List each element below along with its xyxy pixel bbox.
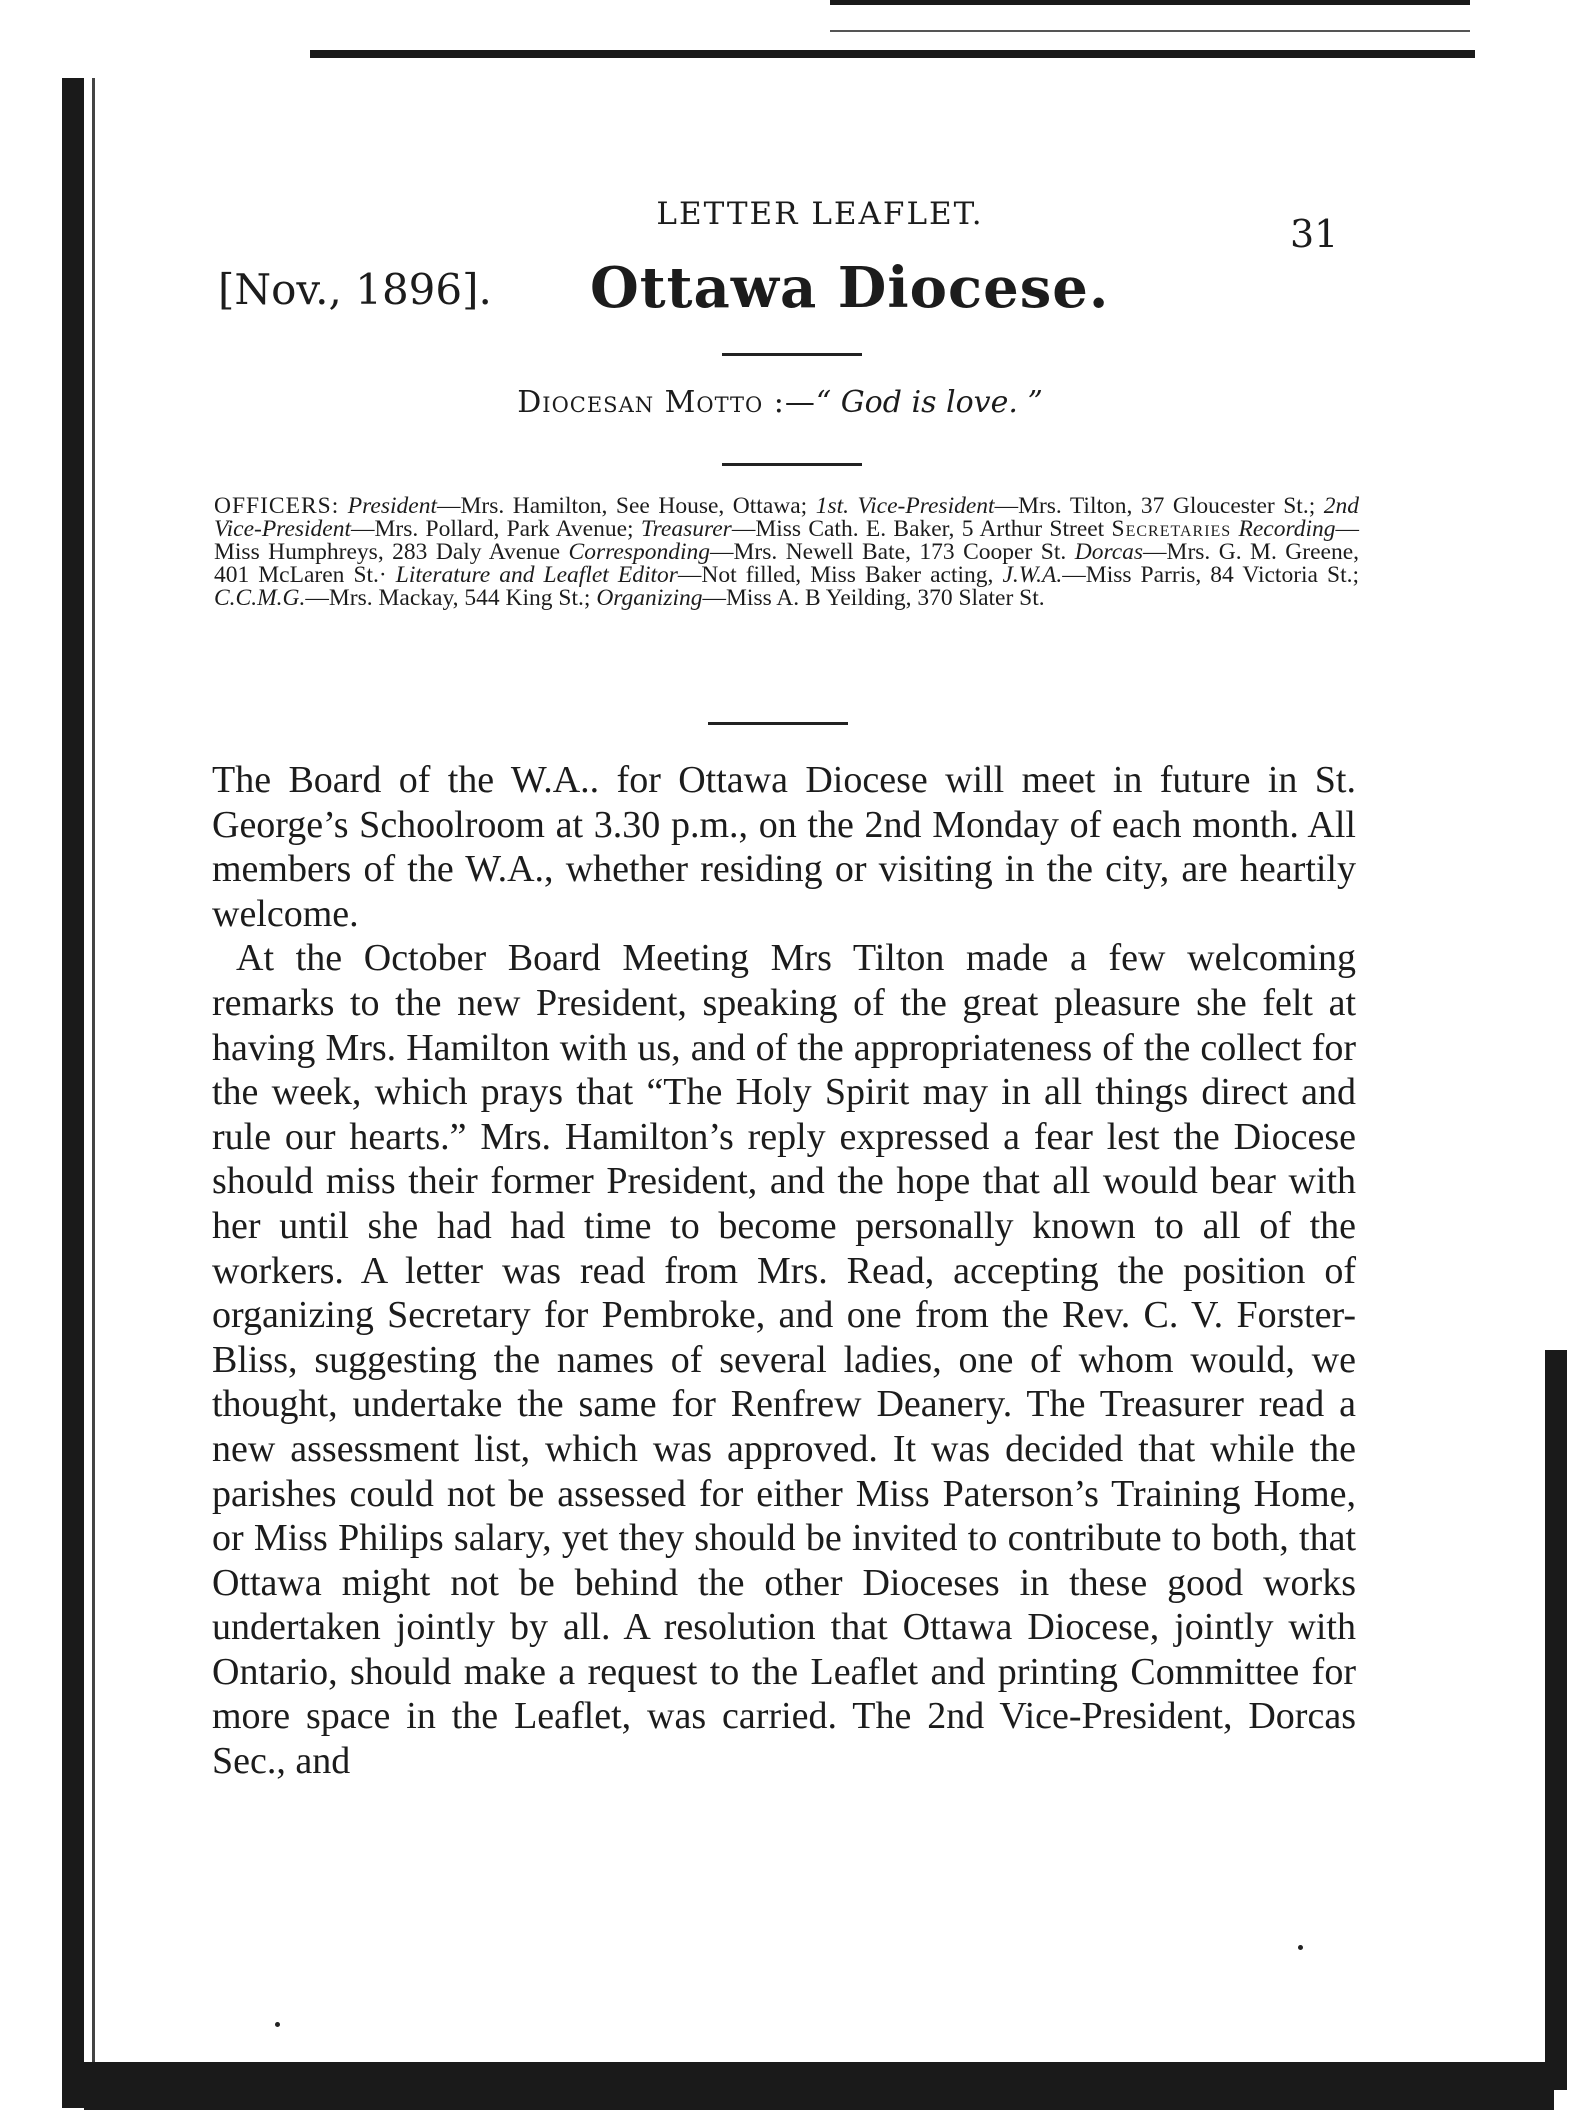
left-border-rule xyxy=(62,78,84,2108)
paragraph-board-meeting: The Board of the W.A.. for Ottawa Diocese will meet in future in St. George’s Schoolroom at 3.30 p.m., on the 2nd Monday of each month. All members of the W.A., whether residing or visiting in the city, are heartily welcome. xyxy=(212,759,1356,935)
organizing-label: Organizing xyxy=(596,585,703,611)
bottom-border-rule xyxy=(84,2062,1554,2110)
diocesan-motto xyxy=(400,385,1160,420)
paragraph-october-meeting: At the October Board Meeting Mrs Tilton made a few welcoming remarks to the new President, speaking of the great pleasure she felt at having Mrs. Hamilton with us, and of the appropriateness of the collect for the week, which prays that “The Holy Spirit may in all things direct and rule our hearts.” Mrs. Hamilton’s reply expressed a fear lest the Diocese should miss their former President, and the hope that all would bear with her until she had had time to become personally known to all of the workers. A letter was read from Mrs. Read, accepting the position of organizing Secretary for Pembroke, and one from the Rev. C. V. Forster-Bliss, suggesting the names of several ladies, one of whom would, we thought, undertake the same for Renfrew Deanery. The Treasurer read a new assessment list, which was approved. It was decided that while the parishes could not be assessed for either Miss Paterson’s Training Home, or Miss Philips salary, yet they should be invited to contribute to both, that Ottawa might not be behind the other Dioceses in these good works undertaken jointly by all. A resolution that Ottawa Diocese, jointly with Ontario, should make a request to the Leaflet and printing Committee for more space in the Leaflet, was carried. The 2nd Vice-President, Dorcas Sec., and xyxy=(212,937,1356,1783)
literature-value: —Not filled, Miss Baker acting, xyxy=(677,562,994,588)
corresponding-value: —Mrs. Newell Bate, 173 Cooper St. xyxy=(709,539,1067,565)
treasurer-value: —Miss Cath. E. Baker, 5 Arthur Street xyxy=(731,516,1105,542)
title-divider xyxy=(722,353,862,356)
organizing-value: —Miss A. B Yeilding, 370 Slater St. xyxy=(702,585,1045,611)
top-border-rule-double xyxy=(310,50,1475,58)
ccmg-value: —Mrs. Mackay, 544 King St.; xyxy=(305,585,591,611)
officers-list xyxy=(214,495,1359,610)
issue-date: [Nov., 1896]. xyxy=(218,265,492,314)
top-border-rule-thin xyxy=(830,0,1470,5)
recording-label: Recording xyxy=(1238,516,1336,542)
diocese-title: Ottawa Diocese. xyxy=(590,255,1110,321)
first-vp-label: 1st. Vice-President xyxy=(815,493,995,519)
first-vp-value: —Mrs. Tilton, 37 Gloucester St.; xyxy=(994,493,1316,519)
president-value: —Mrs. Hamilton, See House, Ottawa; xyxy=(436,493,808,519)
top-border-rule-faint xyxy=(830,30,1470,32)
ccmg-label: C.C.M.G. xyxy=(214,585,306,611)
literature-label: Literature and Leaflet Editor xyxy=(395,562,678,588)
jwa-value: —Miss Parris, 84 Victoria St.; xyxy=(1062,562,1360,588)
second-vp-label: 2nd Vice-President xyxy=(214,493,1360,542)
dorcas-label: Dorcas xyxy=(1074,539,1144,565)
body-text xyxy=(212,758,1356,1784)
running-title: LETTER LEAFLET. xyxy=(656,196,984,232)
motto-divider xyxy=(722,463,862,466)
print-speck xyxy=(275,2022,280,2027)
right-border-rule xyxy=(1545,1350,1567,2090)
motto-text: “ God is love. ” xyxy=(815,385,1043,420)
recording-value: —Miss Humphreys, 283 Daly Avenue xyxy=(214,516,1360,565)
jwa-label: J.W.A. xyxy=(1002,562,1063,588)
treasurer-label: Treasurer xyxy=(640,516,732,542)
corresponding-label: Corresponding xyxy=(568,539,710,565)
second-vp-value: —Mrs. Pollard, Park Avenue; xyxy=(351,516,634,542)
president-label: President xyxy=(347,493,437,519)
page-number: 31 xyxy=(1290,212,1339,256)
motto-label: Diocesan Motto :— xyxy=(517,385,816,420)
print-speck xyxy=(1298,1945,1303,1950)
left-border-rule-inner xyxy=(92,78,95,2108)
dorcas-value: —Mrs. G. M. Greene, 401 McLaren St.· xyxy=(214,539,1360,588)
officers-label: OFFICERS: xyxy=(214,493,340,519)
secretaries-label: Secretaries xyxy=(1111,516,1232,542)
officers-divider xyxy=(708,722,848,725)
